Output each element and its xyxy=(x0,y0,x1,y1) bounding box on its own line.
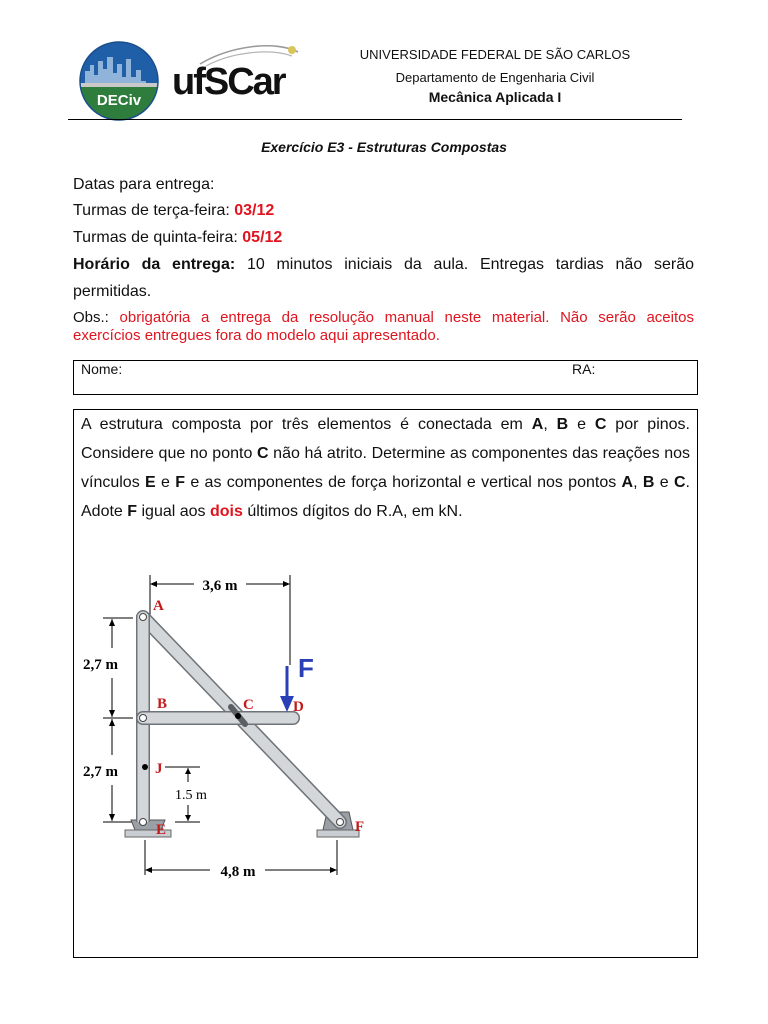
course-name: Mecânica Aplicada I xyxy=(428,89,562,105)
label-a: A xyxy=(153,598,164,614)
deciv-logo xyxy=(79,41,159,121)
label-j: J xyxy=(155,761,163,777)
thursday-date: 05/12 xyxy=(242,229,283,246)
dim-top-label: 3,6 m xyxy=(202,578,238,594)
obs-label: Obs.: xyxy=(73,309,120,326)
thursday-line xyxy=(73,229,282,247)
obs-note xyxy=(73,309,694,345)
header-divider xyxy=(68,119,682,120)
svg-text:ufSCar: ufSCar xyxy=(172,61,285,103)
svg-text:DECiv: DECiv xyxy=(96,92,142,109)
pin-f xyxy=(337,819,344,826)
delivery-time-label: Horário da entrega: xyxy=(73,256,236,273)
force-label: F xyxy=(298,653,314,683)
problem-statement: A estrutura composta por três elementos é conectada em A, B e C por pinos. Considere que no ponto C não há atrito. Determine as componentes das reações nos vínculos E e F e as componentes de força horizontal e vertical nos pontos A, B e C. Adote F igual aos dois últimos dígitos do R.A, em kN. xyxy=(81,416,690,520)
tuesday-line xyxy=(73,202,274,220)
ra-label: RA: xyxy=(572,361,596,377)
university-name: UNIVERSIDADE FEDERAL DE SÃO CARLOS xyxy=(359,47,631,62)
name-ra-box[interactable] xyxy=(73,360,698,395)
tuesday-date: 03/12 xyxy=(234,202,275,219)
dates-heading: Datas para entrega: xyxy=(73,176,215,193)
department-name: Departamento de Engenharia Civil xyxy=(395,70,595,85)
pin-b xyxy=(140,715,147,722)
label-d: D xyxy=(293,699,304,715)
dim-left-upper-label: 2,7 m xyxy=(83,657,118,673)
force-arrow xyxy=(280,666,294,712)
structure-diagram xyxy=(83,560,385,890)
name-label: Nome: xyxy=(81,361,123,377)
dim-left-lower-label: 2,7 m xyxy=(83,764,118,780)
label-b: B xyxy=(157,696,168,712)
label-f: F xyxy=(355,819,365,835)
pin-e xyxy=(140,819,147,826)
delivery-time-line xyxy=(73,256,694,274)
dois-highlight: dois xyxy=(209,503,243,520)
thursday-label: Turmas de quinta-feira: xyxy=(73,229,243,246)
point-j xyxy=(142,764,148,770)
label-c: C xyxy=(243,697,254,713)
dim-j-label: 1.5 m xyxy=(175,788,207,803)
ufscar-logo xyxy=(170,42,310,114)
exercise-title: Exercício E3 - Estruturas Compostas xyxy=(261,139,507,155)
pin-a xyxy=(140,614,147,621)
label-e: E xyxy=(156,822,167,838)
dim-bottom-label: 4,8 m xyxy=(220,864,256,880)
delivery-time-text: 10 minutos iniciais da aula. Entregas tardias não serão xyxy=(246,256,694,273)
tuesday-label: Turmas de terça-feira: xyxy=(73,202,235,219)
obs-text: obrigatória a entrega da resolução manual neste material. Não serão aceitos exercícios entregues fora do modelo aqui apresentado. xyxy=(73,309,694,344)
delivery-time-cont: permitidas. xyxy=(73,283,152,300)
